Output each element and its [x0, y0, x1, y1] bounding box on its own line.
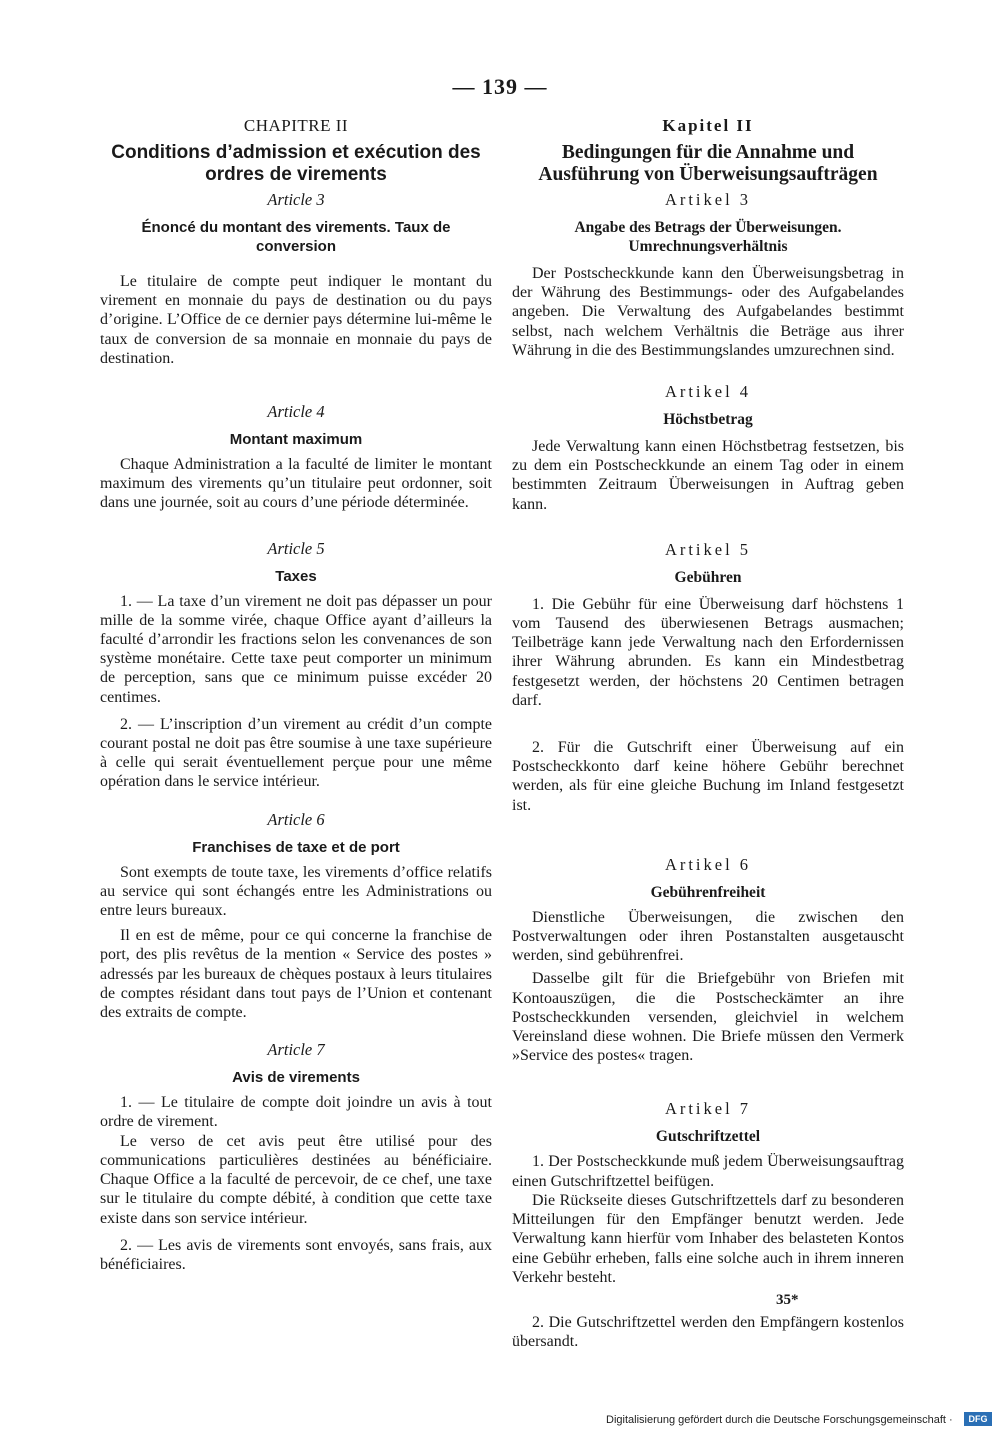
dfg-logo: DFG	[964, 1412, 992, 1426]
article-3-paragraph: Le titulaire de compte peut indiquer le montant du virement en monnaie du pays de destination ou du pays d’origine. L’Office de ce dernier pays détermine lui-même le taux de conversion de sa monnaie en monnaie du pays de destination.	[100, 273, 492, 367]
article-5-label: Artikel 5	[664, 539, 752, 559]
page-number: — 139 —	[452, 74, 548, 99]
article-6-paragraph-1: Sont exempts de toute taxe, les virements d’office relatifs au service qui sont échangés entre les Administrations ou entre leurs bureaux.	[100, 863, 492, 920]
article-4-paragraph: Chaque Administration a la faculté de limiter le montant maximum des virements qu’un titulaire peut ordonner, soit dans une journée, soit au cours d’une période déterminée.	[100, 456, 492, 512]
article-7-heading: Avis de virements	[232, 1069, 360, 1087]
article-6-heading: Gebührenfreiheit	[650, 883, 766, 901]
article-6-paragraph-1: Dienstliche Überweisungen, die zwischen den Postverwaltungen oder ihren Postanstalten ausgetauscht werden, sind gebührenfrei.	[512, 908, 904, 965]
article-4-label: Article 4	[267, 402, 325, 422]
article-6-label: Article 6	[267, 809, 325, 829]
article-7-paragraph-1: 1. Der Postscheckkunde muß jedem Überweisungsauftrag einen Gutschriftzettel beifügen.	[512, 1153, 904, 1190]
article-7-paragraph-1: 1. — Le titulaire de compte doit joindre un avis à tout ordre de virement.	[100, 1094, 492, 1131]
article-3-label: Article 3	[267, 190, 325, 209]
article-5-heading: Gebühren	[674, 568, 742, 586]
chapter-heading: Kapitel II	[662, 116, 754, 135]
chapter-title: Bedingungen für die Annahme und Ausführung von Überweisungsaufträgen	[538, 142, 878, 185]
article-7-paragraph-3: 2. Die Gutschriftzettel werden den Empfängern kostenlos übersandt.	[512, 1313, 904, 1351]
article-4-heading: Montant maximum	[229, 431, 363, 449]
article-7-paragraph-3: 2. — Les avis de virements sont envoyés, sans frais, aux bénéficiaires.	[100, 1236, 492, 1273]
article-4-paragraph: Jede Verwaltung kann einen Höchstbetrag festsetzen, bis zu dem ein Postscheckkunde an einem Tag oder in einem bestimmten Zeitraum Überweisungen in Auftrag geben kann.	[512, 438, 904, 513]
article-4-heading: Höchstbetrag	[663, 411, 753, 429]
article-7-paragraph-2: Die Rückseite dieses Gutschriftzettels darf zu besonderen Mitteilungen für den Empfänger benutzt werden. Jede Verwaltung kann hierfür vom Inhaber des belasteten Kontos eine Gebühr erheben, falls eine solche auch in ihrem inneren Verkehr besteht.	[512, 1191, 904, 1286]
article-7-label: Article 7	[267, 1040, 325, 1060]
article-6-paragraph-2: Il en est de même, pour ce qui concerne la franchise de port, des plis revêtus de la mention « Service des postes » adressés par les bureaux de chèques postaux à leurs titulaires de comptes résidant dans tout pays de l’Union et contenant des extraits de compte.	[100, 927, 492, 1022]
article-4-label: Artikel 4	[664, 382, 752, 402]
sheet-signature-mark: 35*	[776, 1292, 799, 1308]
digitization-footer: Digitalisierung gefördert durch die Deutsche Forschungsgemeinschaft ·	[606, 1414, 953, 1426]
article-7-paragraph-2: Le verso de cet avis peut être utilisé pour des communications particulières destinées au bénéficiaire. Chaque Office a la faculté de percevoir, de ce chef, une taxe sur le titulaire du compte débité, à condition que cette taxe existe dans son service intérieur.	[100, 1132, 492, 1227]
article-6-paragraph-2: Dasselbe gilt für die Briefgebühr von Briefen mit Kontoauszügen, die die Postscheckämter an ihre Postscheckkunden versenden, gleichviel in welchem Vereinsland diese wohnen. Die Briefe müssen den Vermerk »Service des postes« tragen.	[512, 970, 904, 1065]
chapter-heading: CHAPITRE II	[243, 116, 349, 135]
article-7-heading: Gutschriftzettel	[655, 1128, 761, 1146]
chapter-title: Conditions d’admission et exécution des ordres de virements	[111, 142, 481, 185]
article-6-heading: Franchises de taxe et de port	[192, 838, 400, 856]
article-3-label: Artikel 3	[664, 190, 752, 209]
article-3-heading: Énoncé du montant des virements. Taux de conversion	[141, 219, 451, 255]
article-6-label: Artikel 6	[664, 854, 752, 874]
article-3-paragraph: Der Postscheckkunde kann den Überweisungsbetrag in der Währung des Bestimmungs- oder des Aufgabelandes angeben. Die Verwaltung des Aufgabelandes bestimmt selbst, nach welchem Verhältnis die Beträge aus ihrer Währung in die des Bestimmungslandes umzurechnen sind.	[512, 265, 904, 359]
article-5-paragraph-1: 1. Die Gebühr für eine Überweisung darf höchstens 1 vom Tausend des überwiesenen Betrags ausmachen; Teilbeträge kann jede Verwaltung nach den Erfordernissen ihrer Währung abrunden. Es kann ein Mindestbetrag festgesetzt werden, der höchstens 20 Centimen betragen darf.	[512, 595, 904, 709]
article-5-heading: Taxes	[275, 567, 317, 585]
article-7-label: Artikel 7	[664, 1099, 752, 1119]
article-5-label: Article 5	[267, 538, 325, 558]
article-5-paragraph-2: 2. Für die Gutschrift einer Überweisung auf ein Postscheckkonto darf keine höhere Gebühr berechnet werden, als für eine gleiche Buchung im Inland festgesetzt ist.	[512, 739, 904, 814]
article-5-paragraph-2: 2. — L’inscription d’un virement au crédit d’un compte courant postal ne doit pas être soumise à une taxe supérieure à celle qui serait éventuellement perçue pour une même opération dans le service intérieur.	[100, 715, 492, 791]
german-column	[512, 116, 904, 1351]
article-3-heading: Angabe des Betrags der Überweisungen. Umrechnungsverhältnis	[574, 219, 842, 255]
article-5-paragraph-1: 1. — La taxe d’un virement ne doit pas dépasser un pour mille de la somme virée, chaque Office ayant d’ailleurs la faculté d’arrondir les fractions selon les convenances de son système monétaire. Cette taxe peut comporter un minimum de perception, sans que ce minimum puisse excéder 20 centimes.	[100, 592, 492, 706]
french-column	[100, 116, 492, 1274]
